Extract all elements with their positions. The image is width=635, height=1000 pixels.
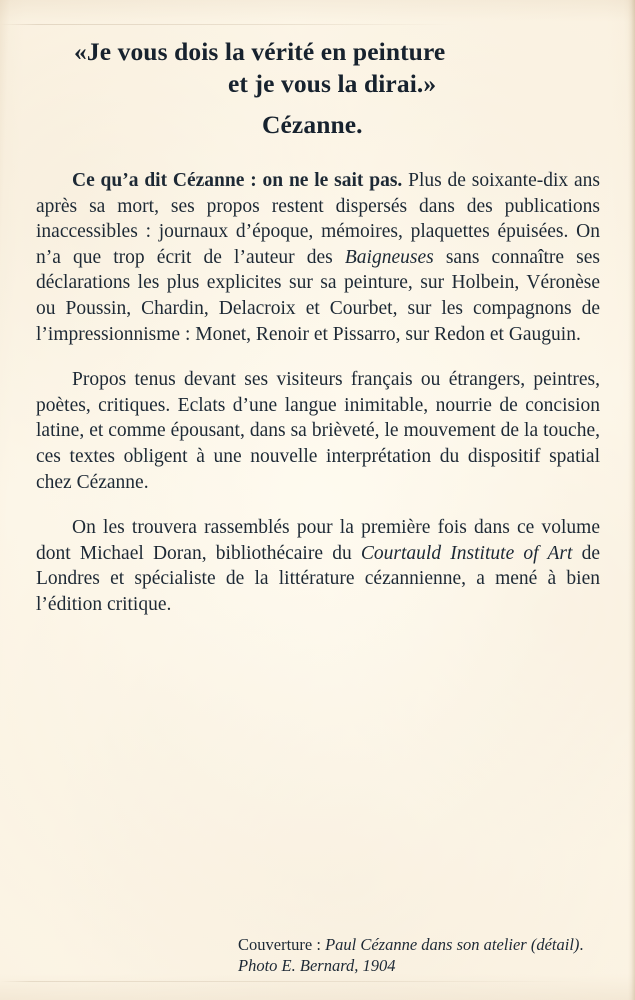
paragraph-1 — [36, 168, 600, 347]
cover-quotation-headline — [0, 36, 635, 141]
cover-credit-photo: Photo E. Bernard, 1904 — [238, 956, 396, 975]
paragraph-3-text-a: On les trouvera rassemblés pour la première fois dans ce volume dont Michael Doran, bibliothécaire du — [36, 517, 600, 564]
cover-credit-period: . — [579, 935, 584, 954]
paragraph-1-text-a: Plus de soixante-dix ans après sa mort, ses propos restent dispersés dans des publications inaccessibles : journaux d’époque, mémoires, plaquettes épuisées. On n’a que trop écrit de l’auteur des — [36, 170, 600, 268]
cover-credit-block — [238, 934, 610, 976]
paragraph-3 — [36, 515, 600, 617]
cover-credit-label: Couverture : — [238, 935, 326, 954]
cover-credit-line — [238, 934, 610, 955]
cover-credit-work-title: Paul Cézanne dans son atelier (détail) — [325, 935, 580, 954]
paragraph-1-text-b: sans connaître ses déclarations les plus explicites sur sa peinture, sur Holbein, Véronèse ou Poussin, Chardin, Delacroix et Courbet, sur les compagnons de l’impressionnisme : Monet, Renoir et Pissarro, sur Redon et Gauguin. — [36, 246, 600, 345]
headline-line-1: «Je vous dois la vérité en peinture — [74, 37, 446, 66]
paragraph-3-italic-institution: Courtauld Institute of Art — [360, 542, 573, 564]
headline-attribution: Cézanne. — [262, 110, 363, 139]
headline-line-2: et je vous la dirai.» — [228, 69, 437, 98]
paper-edge-shadow-right — [628, 0, 635, 1000]
paper-crease-bottom — [0, 981, 635, 982]
paper-crease-top — [0, 24, 635, 25]
paragraph-1-italic-title: Baigneuses — [344, 246, 434, 268]
paragraph-2: Propos tenus devant ses visiteurs français ou étrangers, peintres, poètes, critiques. Eclats d’une langue inimitable, nourrie de concision latine, et comme épousant, dans sa brièveté, le mouvement de la touche, ces textes obligent à une nouvelle interprétation du dispositif spatial chez Cézanne. — [36, 369, 600, 493]
blurb-body — [36, 168, 600, 618]
paragraph-3-text-b: de Londres et spécialiste de la littérature cézannienne, a mené à bien l’édition critique. — [36, 542, 600, 615]
paragraph-1-lead: Ce qu’a dit Cézanne : on ne le sait pas. — [72, 170, 403, 191]
